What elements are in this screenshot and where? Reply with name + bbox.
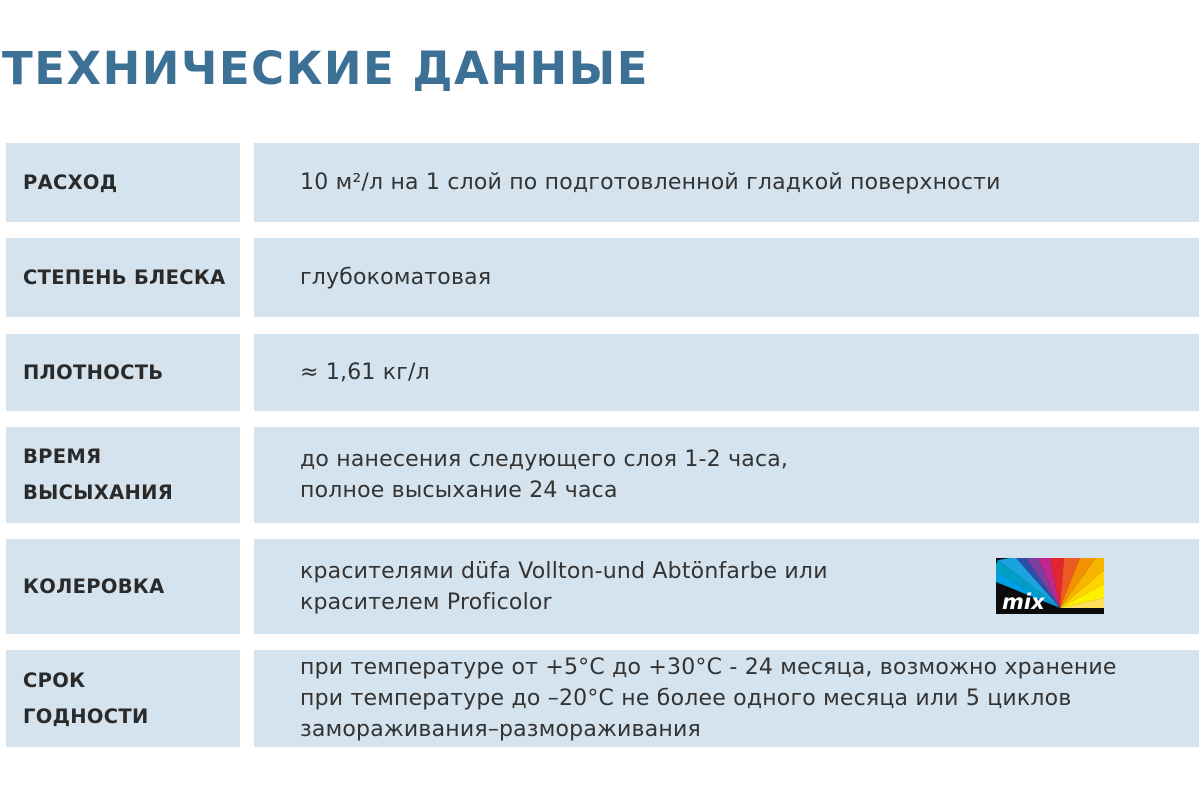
row-label	[23, 663, 149, 735]
row-label	[23, 260, 225, 296]
row-label-cell	[6, 650, 240, 747]
row-label-cell	[6, 238, 240, 317]
row-label	[23, 165, 117, 201]
row-value-line: до нанесения следующего слоя 1-2 часа,	[300, 447, 789, 472]
table-row-tinting	[6, 539, 1199, 634]
table-row-drying-time	[6, 427, 1199, 523]
row-label-line: ПЛОТНОСТЬ	[23, 360, 164, 384]
row-label-cell	[6, 334, 240, 411]
row-value-cell	[254, 143, 1199, 222]
row-value	[300, 357, 430, 388]
row-label-cell	[6, 539, 240, 634]
row-value	[300, 444, 788, 506]
row-value-cell	[254, 427, 1199, 523]
row-value	[300, 167, 1001, 198]
row-value	[300, 652, 1117, 745]
row-value-cell	[254, 650, 1199, 747]
row-label-cell	[6, 143, 240, 222]
row-label-line: СРОК	[23, 668, 86, 692]
row-label-line: ВРЕМЯ	[23, 445, 102, 468]
row-label-line: СТЕПЕНЬ БЛЕСКА	[23, 265, 226, 289]
row-value-line: красителями düfa Vollton-und Abtönfarbe или	[300, 558, 828, 584]
row-value-line: при температуре до –20°С не более одного месяца или 5 циклов	[300, 686, 1072, 711]
table-row-gloss	[6, 238, 1199, 317]
row-value-line: глубокоматовая	[300, 265, 492, 290]
row-value	[300, 262, 491, 293]
row-value-line: замораживания–размораживания	[300, 717, 701, 742]
row-label	[23, 569, 165, 605]
row-value-line: красителем Proficolor	[300, 589, 552, 615]
row-value-line: полное высыхание 24 часа	[300, 478, 618, 503]
table-row-consumption	[6, 143, 1199, 222]
row-value-line: 10 м²/л на 1 слой по подготовленной гладкой поверхности	[300, 170, 1001, 195]
table-row-density	[6, 334, 1199, 411]
mix-logo-text: mix	[1002, 590, 1045, 614]
row-label	[23, 439, 173, 511]
row-value-line: ≈ 1,61 кг/л	[300, 360, 430, 385]
table-row-shelf-life	[6, 650, 1199, 747]
row-label-line: КОЛЕРОВКА	[23, 574, 165, 598]
row-label-line: РАСХОД	[23, 170, 118, 194]
row-label-line: ГОДНОСТИ	[23, 704, 149, 728]
mix-logo	[996, 558, 1104, 614]
row-value-cell	[254, 334, 1199, 411]
row-label	[23, 355, 163, 391]
row-value-line: при температуре от +5°С до +30°С - 24 месяца, возможно хранение	[300, 655, 1117, 680]
page-title: ТЕХНИЧЕСКИЕ ДАННЫЕ	[2, 42, 650, 95]
row-value	[300, 556, 828, 618]
row-label-line: ВЫСЫХАНИЯ	[23, 481, 174, 504]
row-label-cell	[6, 427, 240, 523]
row-value-cell	[254, 238, 1199, 317]
